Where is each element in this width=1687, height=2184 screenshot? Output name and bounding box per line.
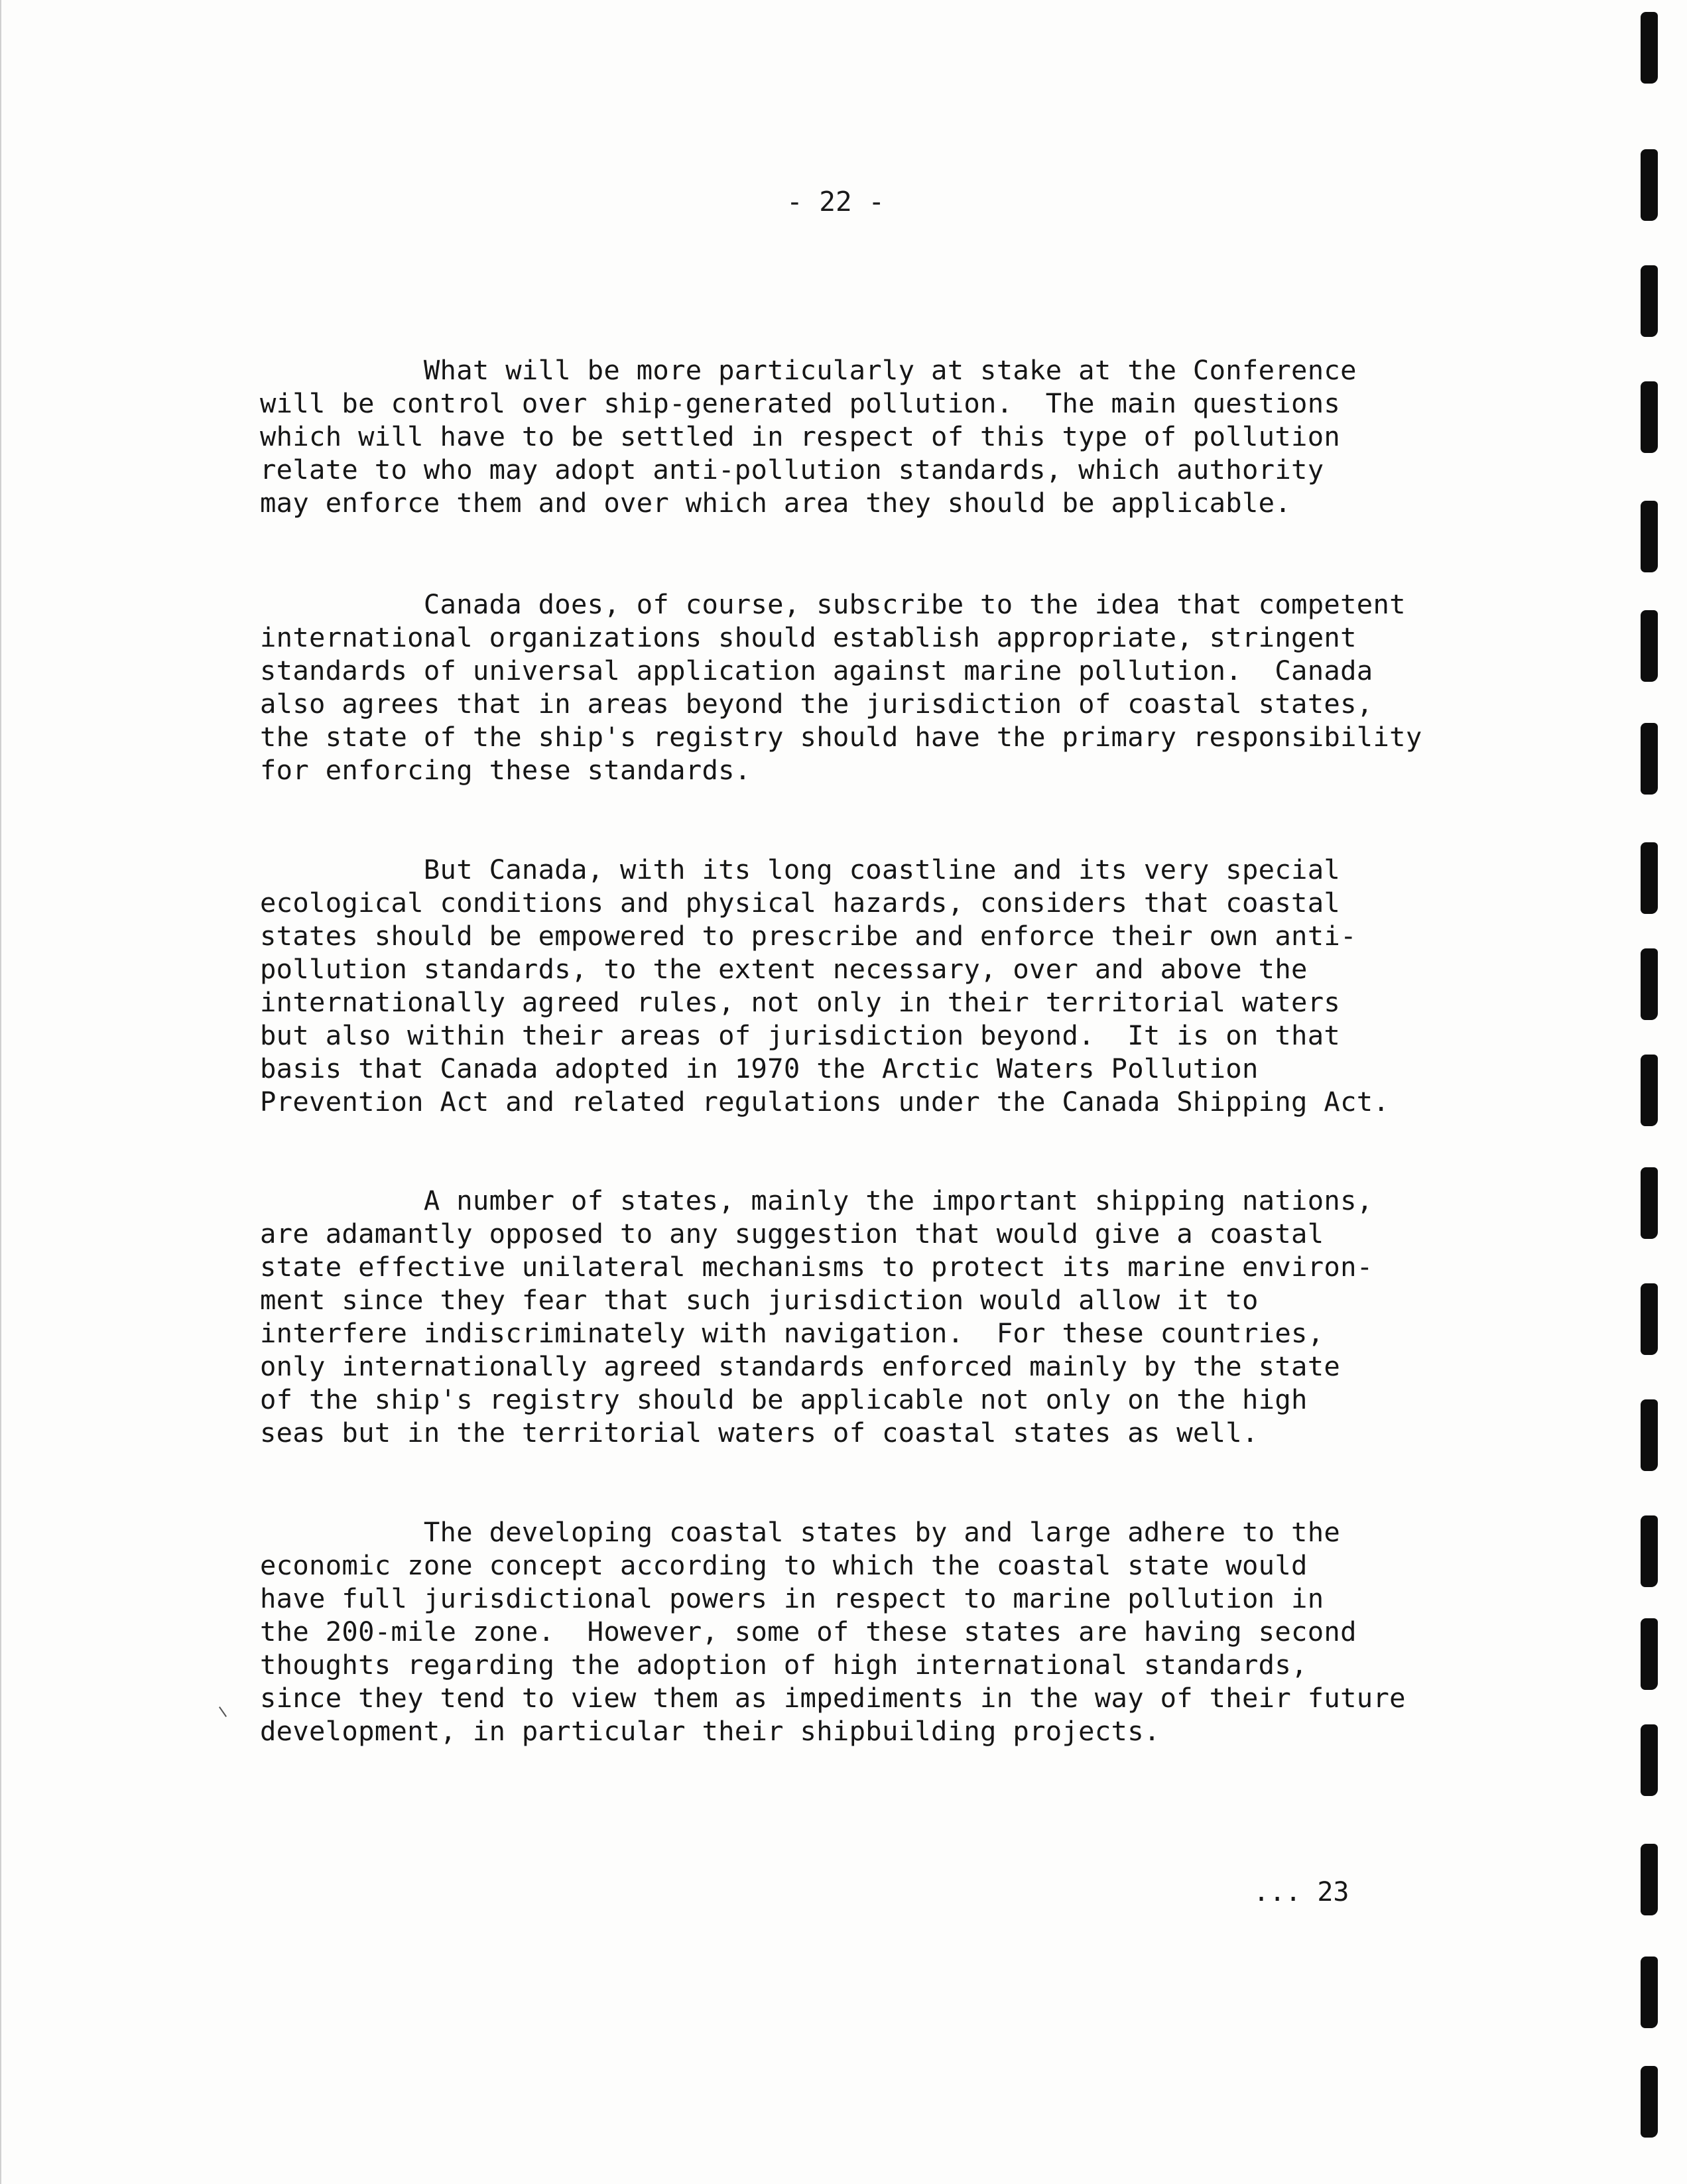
paragraph-shipping-nations: A number of states, mainly the important shipping nations, are adamantly opposed to any suggestion that would give a coastal state effective unilateral mechanisms to protect its marine environ- ment since they fear that such jurisdiction would allow it to interfere indiscriminately with navigation. For these countries, only internationally agreed standards enforced mainly by the state of the ship's registry should be applicable not only on the high seas but in the territorial waters of coastal states as well. — [260, 1185, 1373, 1448]
binding-hole — [1641, 1957, 1658, 2028]
binding-hole — [1641, 2066, 1658, 2138]
binding-hole — [1641, 1844, 1658, 1915]
binding-hole — [1641, 842, 1658, 914]
binding-hole — [1641, 948, 1658, 1020]
binding-hole — [1641, 1618, 1658, 1690]
binding-hole — [1641, 265, 1658, 337]
binding-hole — [1641, 1515, 1658, 1587]
next-page-indicator: ... 23 — [1253, 1877, 1349, 1907]
binding-hole — [1641, 1399, 1658, 1471]
paragraph-ship-pollution: What will be more particularly at stake at the Conference will be control over ship-generated pollution. The main questions which will have to be settled in respect of this type of pollution relate to who may adopt anti-pollution standards, which authority may enforce them and over which area they should be applicable. — [260, 354, 1357, 519]
binding-hole — [1641, 1724, 1658, 1796]
paragraph-canada-subscribes: Canada does, of course, subscribe to the idea that competent international organizations should establish appropriate, stringent standards of universal application against marine pollution. Canada also agrees that in areas beyond the jurisdiction of coastal states, the state of the ship's registry should have the primary responsibility for enforcing these standards. — [260, 588, 1422, 786]
binding-hole — [1641, 1055, 1658, 1126]
binding-hole — [1641, 1167, 1658, 1239]
binding-hole — [1641, 723, 1658, 795]
binding-hole — [1641, 1283, 1658, 1355]
paragraph-developing-states: The developing coastal states by and large adhere to the economic zone concept according to which the coastal state would have full jurisdictional powers in respect to marine pollution in the 200-mile zone. However, some of these states are having second thoughts regarding the adoption of high international standards, since they tend to view them as impediments in the way of their future development, in particular their shipbuilding projects. — [260, 1516, 1406, 1747]
binding-hole-strip — [1634, 0, 1687, 2184]
paragraph-canada-coastline: But Canada, with its long coastline and its very special ecological conditions and physical hazards, considers that coastal states should be empowered to prescribe and enforce their own anti- pollution standards, to the extent necessary, over and above the internationally agreed rules, not only in their territorial waters but also within their areas of jurisdiction beyond. It is on that basis that Canada adopted in 1970 the Arctic Waters Pollution Prevention Act and related regulations under the Canada Shipping Act. — [260, 854, 1390, 1118]
binding-hole — [1641, 610, 1658, 682]
binding-hole — [1641, 381, 1658, 453]
binding-hole — [1641, 149, 1658, 221]
scan-left-edge — [0, 0, 1, 2184]
binding-hole — [1641, 12, 1658, 84]
page-number: - 22 - — [786, 186, 885, 218]
stray-scan-mark — [219, 1706, 227, 1717]
binding-hole — [1641, 501, 1658, 572]
